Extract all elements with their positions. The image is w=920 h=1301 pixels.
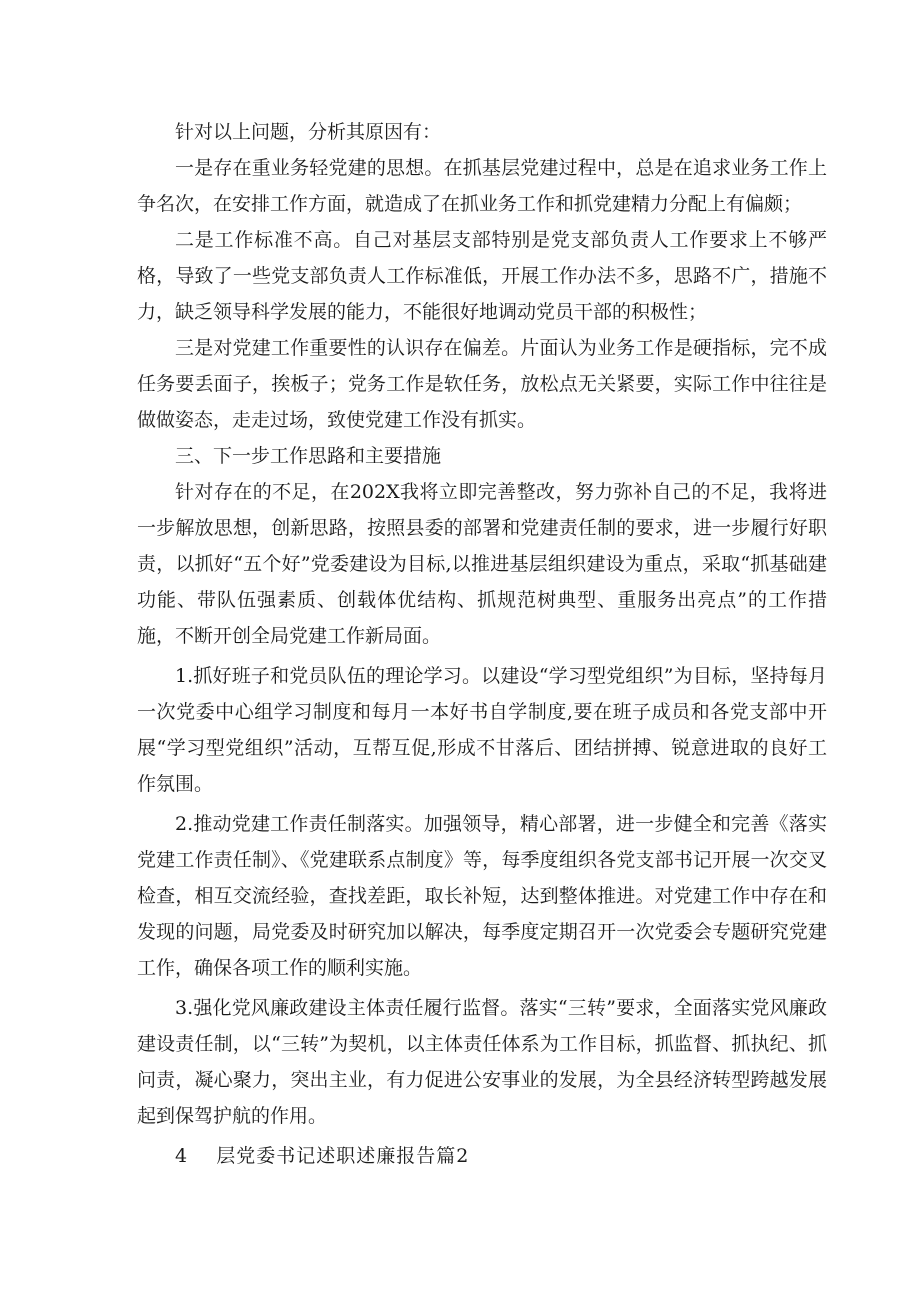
next-report-title: 4 层党委书记述职述廉报告篇2 <box>175 1145 470 1167</box>
document-body <box>137 114 827 1174</box>
measure-paragraph-2: 2.推动党建工作责任制落实。加强领导，精心部署，进一步健全和完善《落实党建工作责任制》、《党建联系点制度》等，每季度组织各党支部书记开展一次交叉检查，相互交流经验，查找差距，取长补短，达到整体推进。对党建工作中存在和发现的问题，局党委及时研究加以解决，每季度定期召开一次党委会专题研究党建工作，确保各项工作的顺利实施。 <box>137 813 827 979</box>
intro-paragraph: 针对以上问题，分析其原因有： <box>175 121 442 143</box>
measure-paragraph-3: 3.强化党风廉政建设主体责任履行监督。落实“三转”要求，全面落实党风廉政建设责任制，以“三转”为契机，以主体责任体系为工作目标，抓监督、抓执纪、抓问责，凝心聚力，突出主业，有力促进公安事业的发展，为全县经济转型跨越发展起到保驾护航的作用。 <box>137 997 827 1127</box>
reason-paragraph-1: 一是存在重业务轻党建的思想。在抓基层党建过程中，总是在追求业务工作上争名次，在安排工作方面，就造成了在抓业务工作和抓党建精力分配上有偏颇； <box>137 157 827 215</box>
plan-intro-paragraph: 针对存在的不足，在202X我将立即完善整改，努力弥补自己的不足，我将进一步解放思想，创新思路，按照县委的部署和党建责任制的要求，进一步履行好职责，以抓好“五个好”党委建设为目标,以推进基层组织建设为重点，采取“抓基础建功能、带队伍强素质、创载体优结构、抓规范树典型、重服务出亮点”的工作措施，不断开创全局党建工作新局面。 <box>137 481 827 647</box>
measure-paragraph-1: 1.抓好班子和党员队伍的理论学习。以建设“学习型党组织”为目标，坚持每月一次党委中心组学习制度和每月一本好书自学制度,要在班子成员和各党支部中开展“学习型党组织”活动，互帮互促,形成不甘落后、团结拼搏、锐意进取的良好工作氛围。 <box>137 665 827 795</box>
reason-paragraph-2: 二是工作标准不高。自己对基层支部特别是党支部负责人工作要求上不够严格，导致了一些党支部负责人工作标准低，开展工作办法不多，思路不广，措施不力，缺乏领导科学发展的能力，不能很好地调动党员干部的积极性； <box>137 229 827 323</box>
reason-paragraph-3: 三是对党建工作重要性的认识存在偏差。片面认为业务工作是硬指标，完不成任务要丢面子，挨板子；党务工作是软任务，放松点无关紧要，实际工作中往往是做做姿态，走走过场，致使党建工作没有抓实。 <box>137 337 827 431</box>
section-heading: 三、下一步工作思路和主要措施 <box>175 445 442 467</box>
